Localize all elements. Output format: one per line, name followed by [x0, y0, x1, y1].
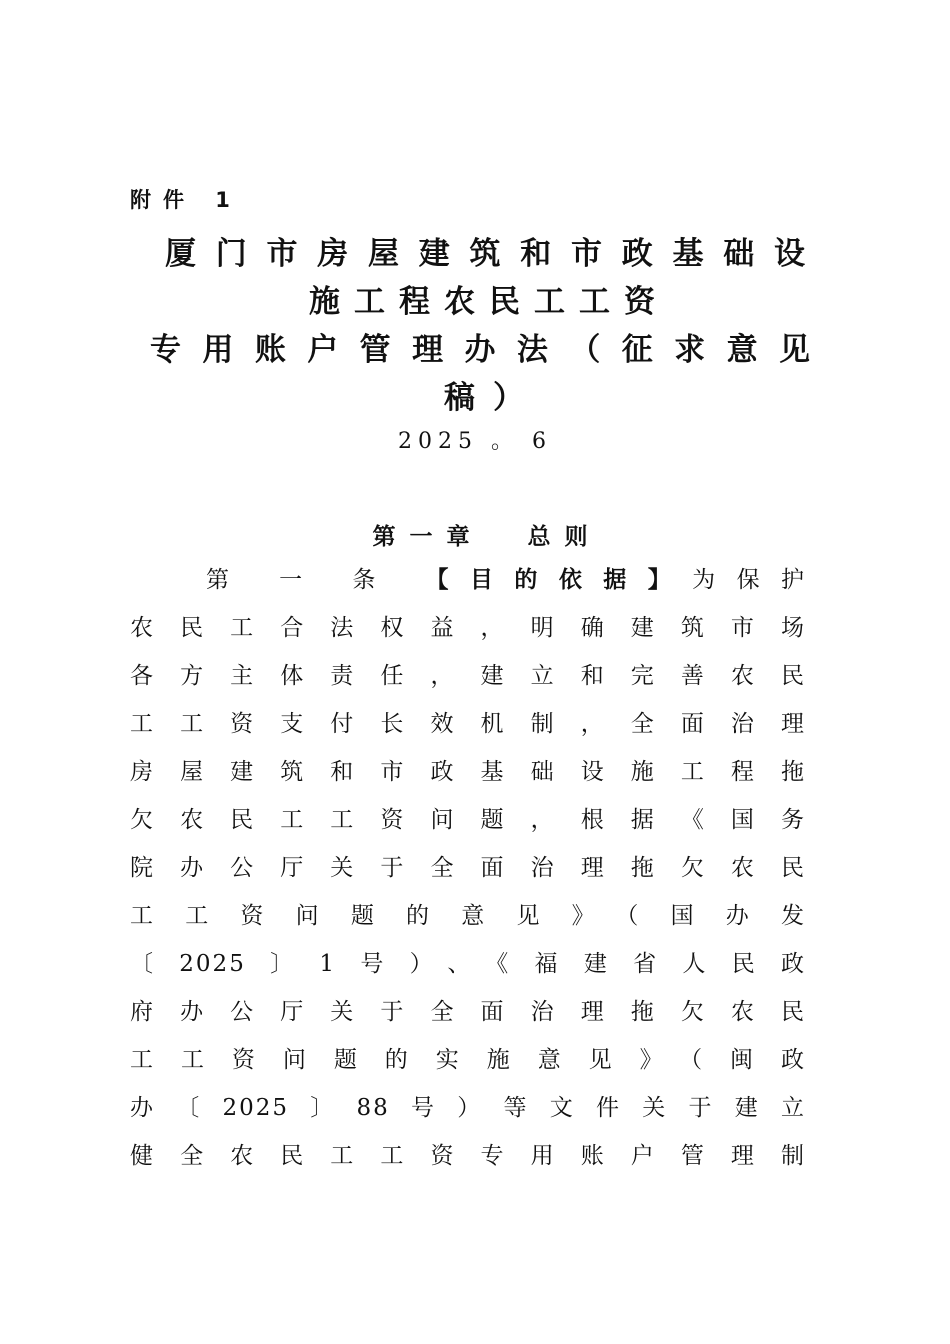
chapter-heading: 第一章 总则	[372, 524, 602, 550]
document-title-line-2: 施工程农民工工资	[309, 284, 669, 320]
article-1-first-line	[130, 564, 806, 612]
body-line: 农民工合法权益，明确建筑市场	[130, 615, 806, 641]
body-line: 工工资问题的实施意见》（闽政	[130, 1047, 806, 1073]
article-heading: 【目的依据】	[425, 567, 693, 593]
body-line: 欠农民工工资问题，根据《国务	[130, 807, 806, 833]
body-line: 〔2025〕1号）、《福建省人民政	[130, 951, 806, 977]
document-date: 2025 。 6	[398, 429, 552, 454]
document-title-line-4: 稿）	[444, 380, 542, 416]
body-line: 办〔2025〕88号）等文件关于建立	[130, 1095, 806, 1121]
article-1-body	[130, 564, 806, 1188]
attachment-label: 附件 1	[130, 188, 242, 212]
body-line: 院办公厅关于全面治理拖欠农民	[130, 855, 806, 881]
body-line: 府办公厅关于全面治理拖欠农民	[130, 999, 806, 1025]
body-line: 各方主体责任，建立和完善农民	[130, 663, 806, 689]
article-number: 第 一 条	[206, 567, 426, 593]
body-line: 工工资问题的意见》（国办发	[130, 903, 806, 929]
body-line: 工工资支付长效机制，全面治理	[130, 711, 806, 737]
body-line: 健全农民工工资专用账户管理制	[130, 1143, 806, 1169]
body-line: 房屋建筑和市政基础设施工程拖	[130, 759, 806, 785]
article-first-line-text: 为保护	[692, 567, 807, 593]
document-title-line-3: 专用账户管理办法（征求意见	[150, 332, 810, 368]
document-title-line-1: 厦门市房屋建筑和市政基础设	[165, 236, 805, 272]
